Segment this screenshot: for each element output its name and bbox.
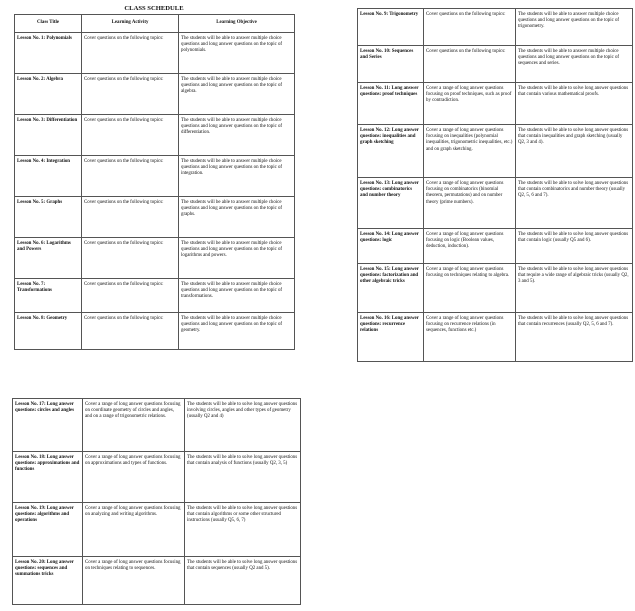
header-learning-objective: Learning Objective	[179, 15, 295, 33]
table-row	[358, 313, 633, 362]
class-title: Lesson No. 1: Polynomials	[15, 33, 82, 74]
class-title: Lesson No. 19: Long answer questions: algorithms and operations	[13, 503, 83, 557]
learning-objective: The students will be able to solve long answer questions that contain combinatorics and number theory (usually Q2, 5, 6 and 7).	[516, 178, 633, 229]
class-title: Lesson No. 9: Trigonometry	[358, 9, 424, 46]
table-row	[358, 264, 633, 313]
learning-objective: The students will be able to solve long answer questions that contain inequalities and graph sketching (usually Q2, 3 and 4).	[516, 125, 633, 178]
header-learning-activity: Learning Activity	[82, 15, 179, 33]
learning-objective: The students will be able to answer multiple choice questions and long answer questions on the topic of transformations.	[179, 279, 295, 313]
class-title: Lesson No. 14: Long answer questions: logic	[358, 229, 424, 264]
table-row	[15, 313, 295, 350]
learning-activity: Cover a range of long answer questions focusing on coordinate geometry of circles and angles, and on a range of trigonometric relations.	[83, 399, 185, 452]
learning-activity: Cover a range of long answer questions focusing on analyzing and writing algorithms.	[83, 503, 185, 557]
table-row	[15, 238, 295, 279]
learning-objective: The students will be able to solve long answer questions involving circles, angles and other types of geometry (usually Q2 and 4)	[185, 399, 301, 452]
schedule-table-lessons-17-20	[12, 398, 301, 605]
table-row	[15, 74, 295, 115]
table-row	[15, 156, 295, 197]
learning-activity: Cover a range of long answer questions focusing on inequalities (polynomial inequalities, trigonometric inequalities, etc.) and on graph sketching.	[424, 125, 516, 178]
class-title: Lesson No. 20: Long answer questions: sequences and summations tricks	[13, 557, 83, 605]
learning-objective: The students will be able to answer multiple choice questions and long answer questions on the topic of differentiation.	[179, 115, 295, 156]
class-title: Lesson No. 8: Geometry	[15, 313, 82, 350]
learning-objective: The students will be able to solve long answer questions that contain recurrences (usually Q2, 5, 6 and 7).	[516, 313, 633, 362]
schedule-table-lessons-9-16	[357, 8, 633, 362]
class-title: Lesson No. 11: Long answer questions: proof techniques	[358, 83, 424, 125]
class-title: Lesson No. 6: Logarithms and Powers	[15, 238, 82, 279]
class-title: Lesson No. 5: Graphs	[15, 197, 82, 238]
table-row	[13, 452, 301, 503]
learning-objective: The students will be able to solve long answer questions that contain analysis of functions (usually Q2, 3, 5)	[185, 452, 301, 503]
learning-objective: The students will be able to answer multiple choice questions and long answer questions on the topic of sequences and series.	[516, 46, 633, 83]
learning-activity: Cover questions on the following topics:	[424, 9, 516, 46]
learning-objective: The students will be able to answer multiple choice questions and long answer questions on the topic of trigonometry.	[516, 9, 633, 46]
learning-activity: Cover questions on the following topics:	[82, 33, 179, 74]
class-title: Lesson No. 2: Algebra	[15, 74, 82, 115]
learning-objective: The students will be able to answer multiple choice questions and long answer questions on the topic of integration.	[179, 156, 295, 197]
class-title: Lesson No. 12: Long answer questions: inequalities and graph sketching	[358, 125, 424, 178]
learning-activity: Cover a range of long answer questions focusing on techniques relating to sequences.	[83, 557, 185, 605]
learning-activity: Cover a range of long answer questions focusing on combinatorics (binomial theorem, permutations) and on number theory (prime numbers).	[424, 178, 516, 229]
table-row	[15, 197, 295, 238]
table-row	[358, 125, 633, 178]
class-title: Lesson No. 3: Differentiation	[15, 115, 82, 156]
learning-activity: Cover a range of long answer questions focusing on logic (Boolean values, deduction, induction).	[424, 229, 516, 264]
table-row	[358, 178, 633, 229]
class-title: Lesson No. 7: Transformations	[15, 279, 82, 313]
learning-objective: The students will be able to solve long answer questions that contain logic (usually Q5 and 6).	[516, 229, 633, 264]
table-row	[358, 46, 633, 83]
class-title: Lesson No. 17: Long answer questions: circles and angles	[13, 399, 83, 452]
learning-objective: The students will be able to answer multiple choice questions and long answer questions on the topic of graphs.	[179, 197, 295, 238]
learning-activity: Cover a range of long answer questions focusing on recurrence relations (in sequences, functions etc.)	[424, 313, 516, 362]
class-title: Lesson No. 13: Long answer questions: combinatorics and number theory	[358, 178, 424, 229]
class-title: Lesson No. 4: Integration	[15, 156, 82, 197]
table-row	[13, 399, 301, 452]
learning-activity: Cover questions on the following topics:	[82, 238, 179, 279]
class-title: Lesson No. 16: Long answer questions: recurrence relations	[358, 313, 424, 362]
table-row	[15, 279, 295, 313]
learning-objective: The students will be able to solve long answer questions that require a wide range of algebraic tricks (usually Q2, 3 and 5).	[516, 264, 633, 313]
learning-objective: The students will be able to solve long answer questions that contain algorithms or some other structured instructions (usually Q5, 6, 7)	[185, 503, 301, 557]
learning-activity: Cover questions on the following topics:	[424, 46, 516, 83]
table-row	[15, 115, 295, 156]
table-row	[358, 9, 633, 46]
class-title: Lesson No. 10: Sequences and Series	[358, 46, 424, 83]
table-row	[358, 229, 633, 264]
learning-objective: The students will be able to solve long answer questions that contain various mathematical proofs.	[516, 83, 633, 125]
class-title: Lesson No. 15: Long answer questions: factorization and other algebraic tricks	[358, 264, 424, 313]
learning-activity: Cover questions on the following topics:	[82, 156, 179, 197]
table-row	[13, 503, 301, 557]
learning-activity: Cover questions on the following topics:	[82, 197, 179, 238]
learning-objective: The students will be able to solve long answer questions that contain sequences (usually Q2 and 5).	[185, 557, 301, 605]
learning-activity: Cover questions on the following topics:	[82, 279, 179, 313]
table-row	[15, 33, 295, 74]
header-class-title: Class Title	[15, 15, 82, 33]
learning-objective: The students will be able to answer multiple choice questions and long answer questions on the topic of polynomials.	[179, 33, 295, 74]
learning-activity: Cover questions on the following topics:	[82, 115, 179, 156]
schedule-table-lessons-1-8	[14, 14, 295, 350]
learning-activity: Cover questions on the following topics:	[82, 313, 179, 350]
table-row	[358, 83, 633, 125]
class-title: Lesson No. 18: Long answer questions: approximations and functions	[13, 452, 83, 503]
learning-activity: Cover a range of long answer questions focusing on approximations and types of functions.	[83, 452, 185, 503]
learning-activity: Cover questions on the following topics:	[82, 74, 179, 115]
learning-objective: The students will be able to answer multiple choice questions and long answer questions on the topic of algebra.	[179, 74, 295, 115]
page-title: CLASS SCHEDULE	[124, 5, 184, 12]
learning-objective: The students will be able to answer multiple choice questions and long answer questions on the topic of logarithms and powers.	[179, 238, 295, 279]
table-row	[13, 557, 301, 605]
learning-activity: Cover a range of long answer questions focusing on proof techniques, such as proof by contradiction.	[424, 83, 516, 125]
learning-objective: The students will be able to answer multiple choice questions and long answer questions on the topic of geometry.	[179, 313, 295, 350]
learning-activity: Cover a range of long answer questions focusing on techniques relating to algebra.	[424, 264, 516, 313]
